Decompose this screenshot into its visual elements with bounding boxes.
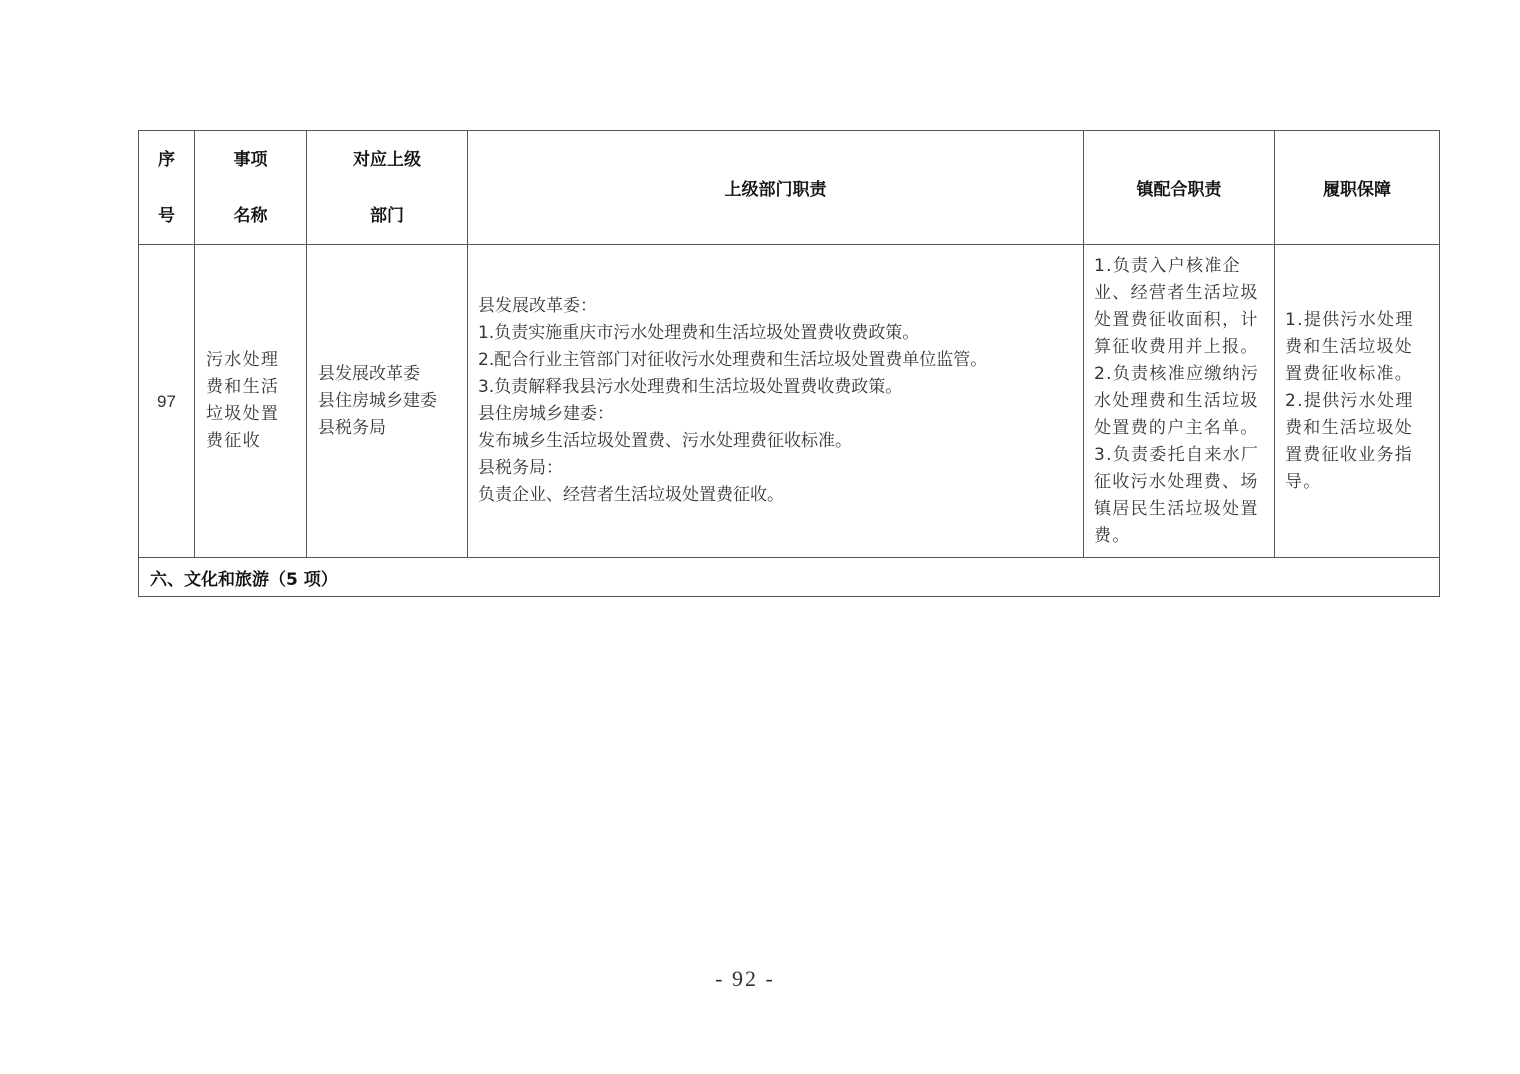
upper-duty-line: 县税务局： [478, 458, 563, 478]
table-row [139, 245, 1440, 558]
header-row [139, 131, 1440, 245]
row-guarantees [1275, 245, 1440, 558]
duty-table [138, 130, 1440, 597]
row-item-name-text: 污水处理费和生活垃圾处置费征收 [206, 350, 280, 451]
row-item-name [195, 245, 307, 558]
town-duty-item: 1.负责入户核准企业、经营者生活垃圾处置费征收面积，计算征收费用并上报。 [1094, 255, 1259, 357]
town-duty-item: 3.负责委托自来水厂征收污水处理费、场镇居民生活垃圾处置费。 [1094, 444, 1260, 546]
upper-duty-line: 县住房城乡建委： [478, 404, 614, 424]
upper-duty-line: 负责企业、经营者生活垃圾处置费征收。 [478, 485, 784, 505]
header-seq-line2: 号 [158, 205, 175, 226]
row-departments [307, 245, 468, 558]
header-seq [139, 131, 195, 245]
dept-line: 县发展改革委 [318, 363, 420, 384]
section-row [139, 558, 1440, 597]
header-seq-line1: 序 [158, 149, 175, 170]
guarantee-item: 1.提供污水处理费和生活垃圾处置费征收标准。 [1285, 309, 1414, 384]
header-item-line2: 名称 [233, 205, 268, 226]
header-dept-line1: 对应上级 [353, 149, 421, 170]
row-town-duties [1084, 245, 1275, 558]
header-guarantee: 履职保障 [1275, 131, 1440, 245]
dept-line: 县税务局 [318, 417, 386, 438]
upper-duty-line: 1.负责实施重庆市污水处理费和生活垃圾处置费收费政策。 [478, 323, 920, 343]
header-item-line1: 事项 [233, 149, 268, 170]
town-duty-item: 2.负责核准应缴纳污水处理费和生活垃圾处置费的户主名单。 [1094, 363, 1260, 438]
dept-line: 县住房城乡建委 [318, 390, 437, 411]
header-dept-line2: 部门 [370, 205, 404, 226]
upper-duty-line: 县发展改革委： [478, 296, 597, 316]
guarantee-item: 2.提供污水处理费和生活垃圾处置费征收业务指导。 [1285, 390, 1414, 492]
row-seq: 97 [139, 245, 195, 558]
row-upper-duties [468, 245, 1084, 558]
header-upper-duty: 上级部门职责 [468, 131, 1084, 245]
section-title: 六、文化和旅游（5 项） [139, 558, 1440, 597]
upper-duty-line: 发布城乡生活垃圾处置费、污水处理费征收标准。 [478, 431, 852, 451]
page-number: - 92 - [715, 966, 775, 991]
upper-duty-line: 2.配合行业主管部门对征收污水处理费和生活垃圾处置费单位监管。 [478, 350, 988, 370]
header-item-name [195, 131, 307, 245]
header-town-duty: 镇配合职责 [1084, 131, 1275, 245]
upper-duty-line: 3.负责解释我县污水处理费和生活垃圾处置费收费政策。 [478, 377, 903, 397]
header-dept [307, 131, 468, 245]
